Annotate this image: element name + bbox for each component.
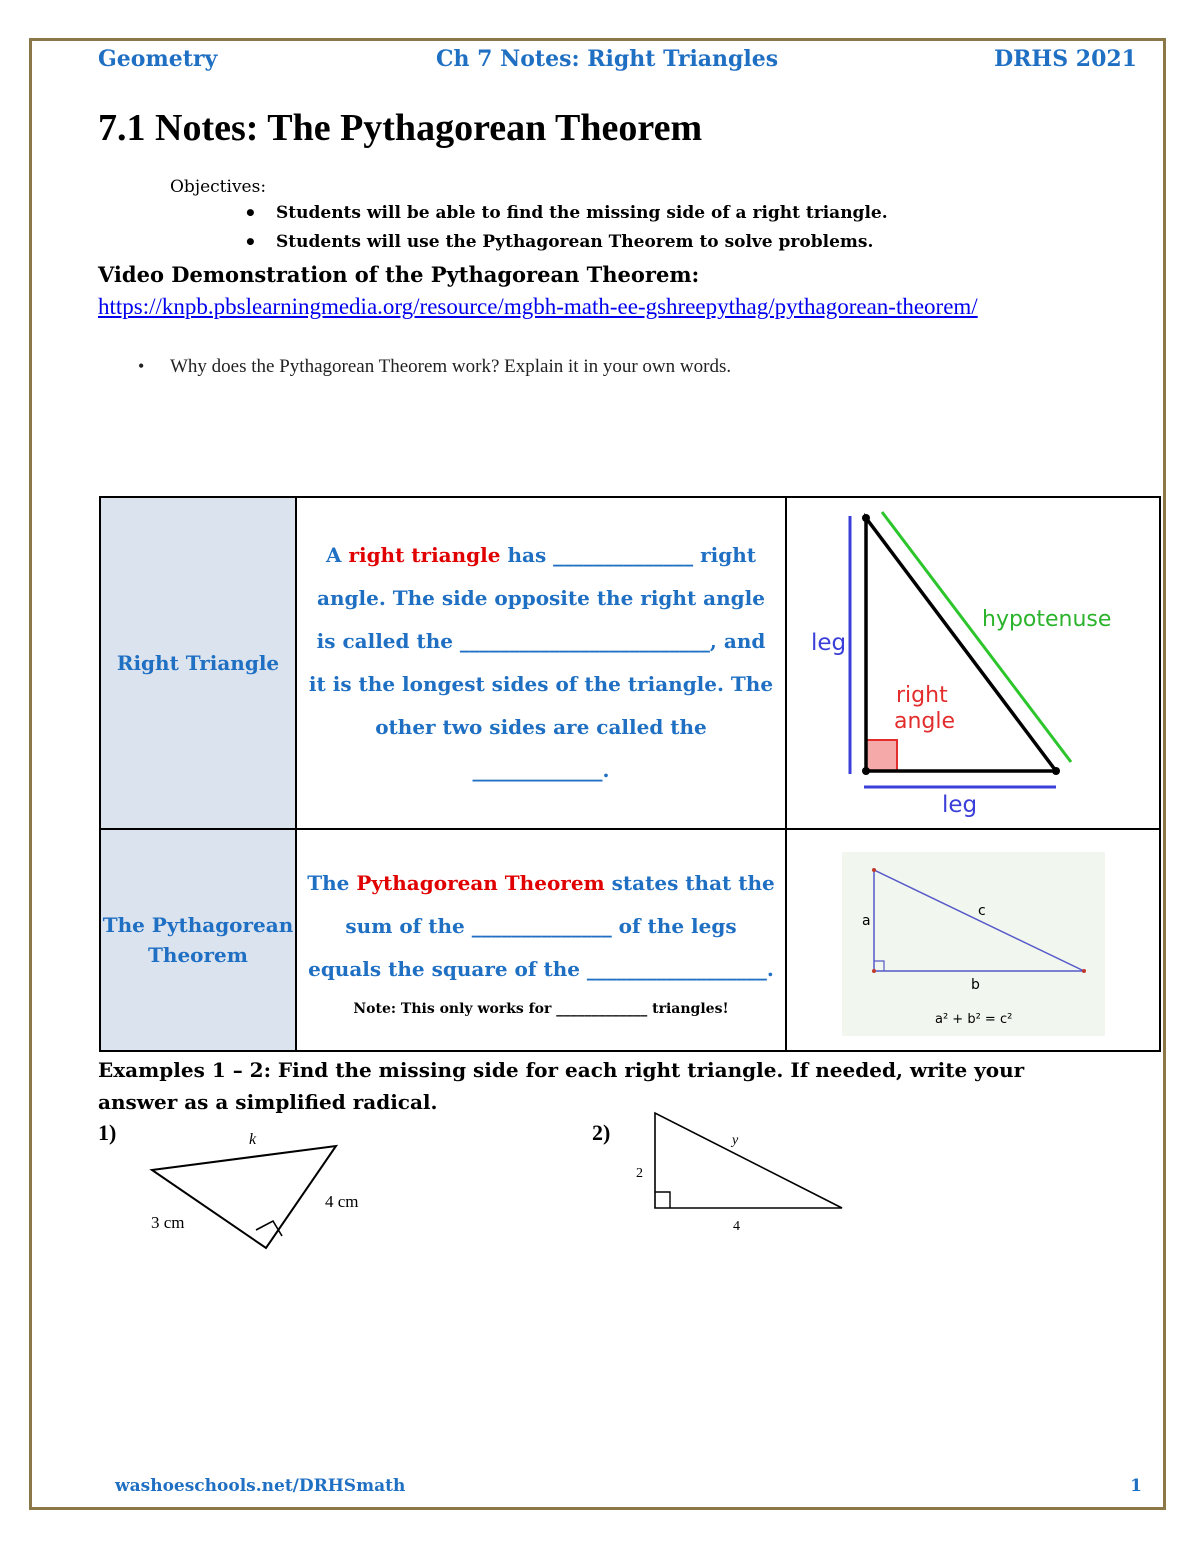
video-heading: Video Demonstration of the Pythagorean Theorem: [98, 262, 700, 287]
figure-background [842, 852, 1105, 1036]
def-note: Note: This only works for _____________ triangles! [353, 1000, 729, 1017]
formula-label: a² + b² = c² [935, 1012, 1013, 1027]
definition-pythagorean-theorem [296, 829, 786, 1051]
side-y-label: y [732, 1133, 739, 1148]
definition-right-triangle [296, 497, 786, 829]
pythagorean-diagram [788, 830, 1158, 1046]
side-b-label: b [971, 977, 980, 993]
objectives-label: Objectives: [170, 177, 267, 197]
page-number: 1 [1130, 1476, 1142, 1496]
triangle-outline [152, 1146, 336, 1248]
header-chapter: Ch 7 Notes: Right Triangles [436, 46, 779, 72]
right-angle-box [866, 740, 897, 771]
footer-url: washoeschools.net/DRHSmath [115, 1476, 406, 1496]
example-2-triangle [625, 1105, 855, 1235]
vertex-top [862, 514, 870, 522]
vertex-bottom-right [1052, 767, 1060, 775]
def-highlight: right triangle [348, 543, 501, 567]
header-course: Geometry [98, 46, 218, 72]
term-pythagorean-theorem: The Pythagorean Theorem [100, 829, 296, 1051]
video-link[interactable] [98, 292, 1098, 322]
def-highlight: Pythagorean Theorem [356, 870, 605, 895]
right-triangle-figure [786, 497, 1160, 829]
example-1-triangle [140, 1120, 400, 1260]
table-row [100, 497, 1160, 829]
side-c-label: c [978, 903, 986, 919]
side-a-label: a [862, 913, 871, 929]
right-angle-mark [655, 1192, 670, 1208]
objective-item: • Students will use the Pythagorean Theorem to solve problems. [276, 232, 873, 252]
reflection-question: • Why does the Pythagorean Theorem work? Explain it in your own words. [170, 356, 731, 378]
example-1-number: 1) [98, 1120, 117, 1145]
vertex-right-angle [872, 969, 876, 973]
pythagorean-figure [786, 829, 1160, 1051]
vertex-right [1082, 969, 1086, 973]
notes-table [99, 496, 1161, 1052]
side-k-label: k [249, 1131, 257, 1148]
right-angle-label-2: angle [894, 709, 956, 734]
right-angle-mark [256, 1221, 282, 1236]
side-3cm-label: 3 cm [151, 1213, 185, 1232]
vertex-top [872, 868, 876, 872]
def-text: A [325, 543, 349, 567]
triangle-outline [655, 1113, 842, 1208]
table-row [100, 829, 1160, 1051]
leg-label-bottom: leg [942, 792, 978, 818]
right-angle-label-1: right [896, 683, 948, 708]
objective-item: • Students will be able to find the missing side of a right triangle. [276, 203, 888, 223]
vertex-right-angle [862, 767, 870, 775]
side-4cm-label: 4 cm [325, 1192, 359, 1211]
side-2-label: 2 [636, 1166, 643, 1181]
term-right-triangle: Right Triangle [100, 497, 296, 829]
def-text: states that the sum of the ______________ of the legs equals the square of the __________________. [308, 870, 775, 981]
page-title: 7.1 Notes: The Pythagorean Theorem [98, 107, 703, 149]
def-text: has ______________ right angle. The side opposite the right angle is called the _________________________, and it is the longest sides of the triangle. The other two sides are called the _____________. [308, 543, 774, 782]
right-triangle-diagram [788, 498, 1158, 824]
leg-label-left: leg [811, 630, 847, 656]
hypotenuse-label: hypotenuse [982, 607, 1112, 632]
video-link-text[interactable]: https://knpb.pbslearningmedia.org/resource/mgbh-math-ee-gshreepythag/pythagorean-theorem/ [98, 294, 978, 319]
side-4-label: 4 [733, 1219, 740, 1234]
examples-heading: Examples 1 – 2: Find the missing side for each right triangle. If needed, write your answer as a simplified radical. [98, 1058, 1025, 1114]
example-2-number: 2) [592, 1120, 611, 1145]
def-text: The [307, 870, 357, 895]
def-body [297, 862, 785, 991]
header-school: DRHS 2021 [994, 46, 1137, 72]
